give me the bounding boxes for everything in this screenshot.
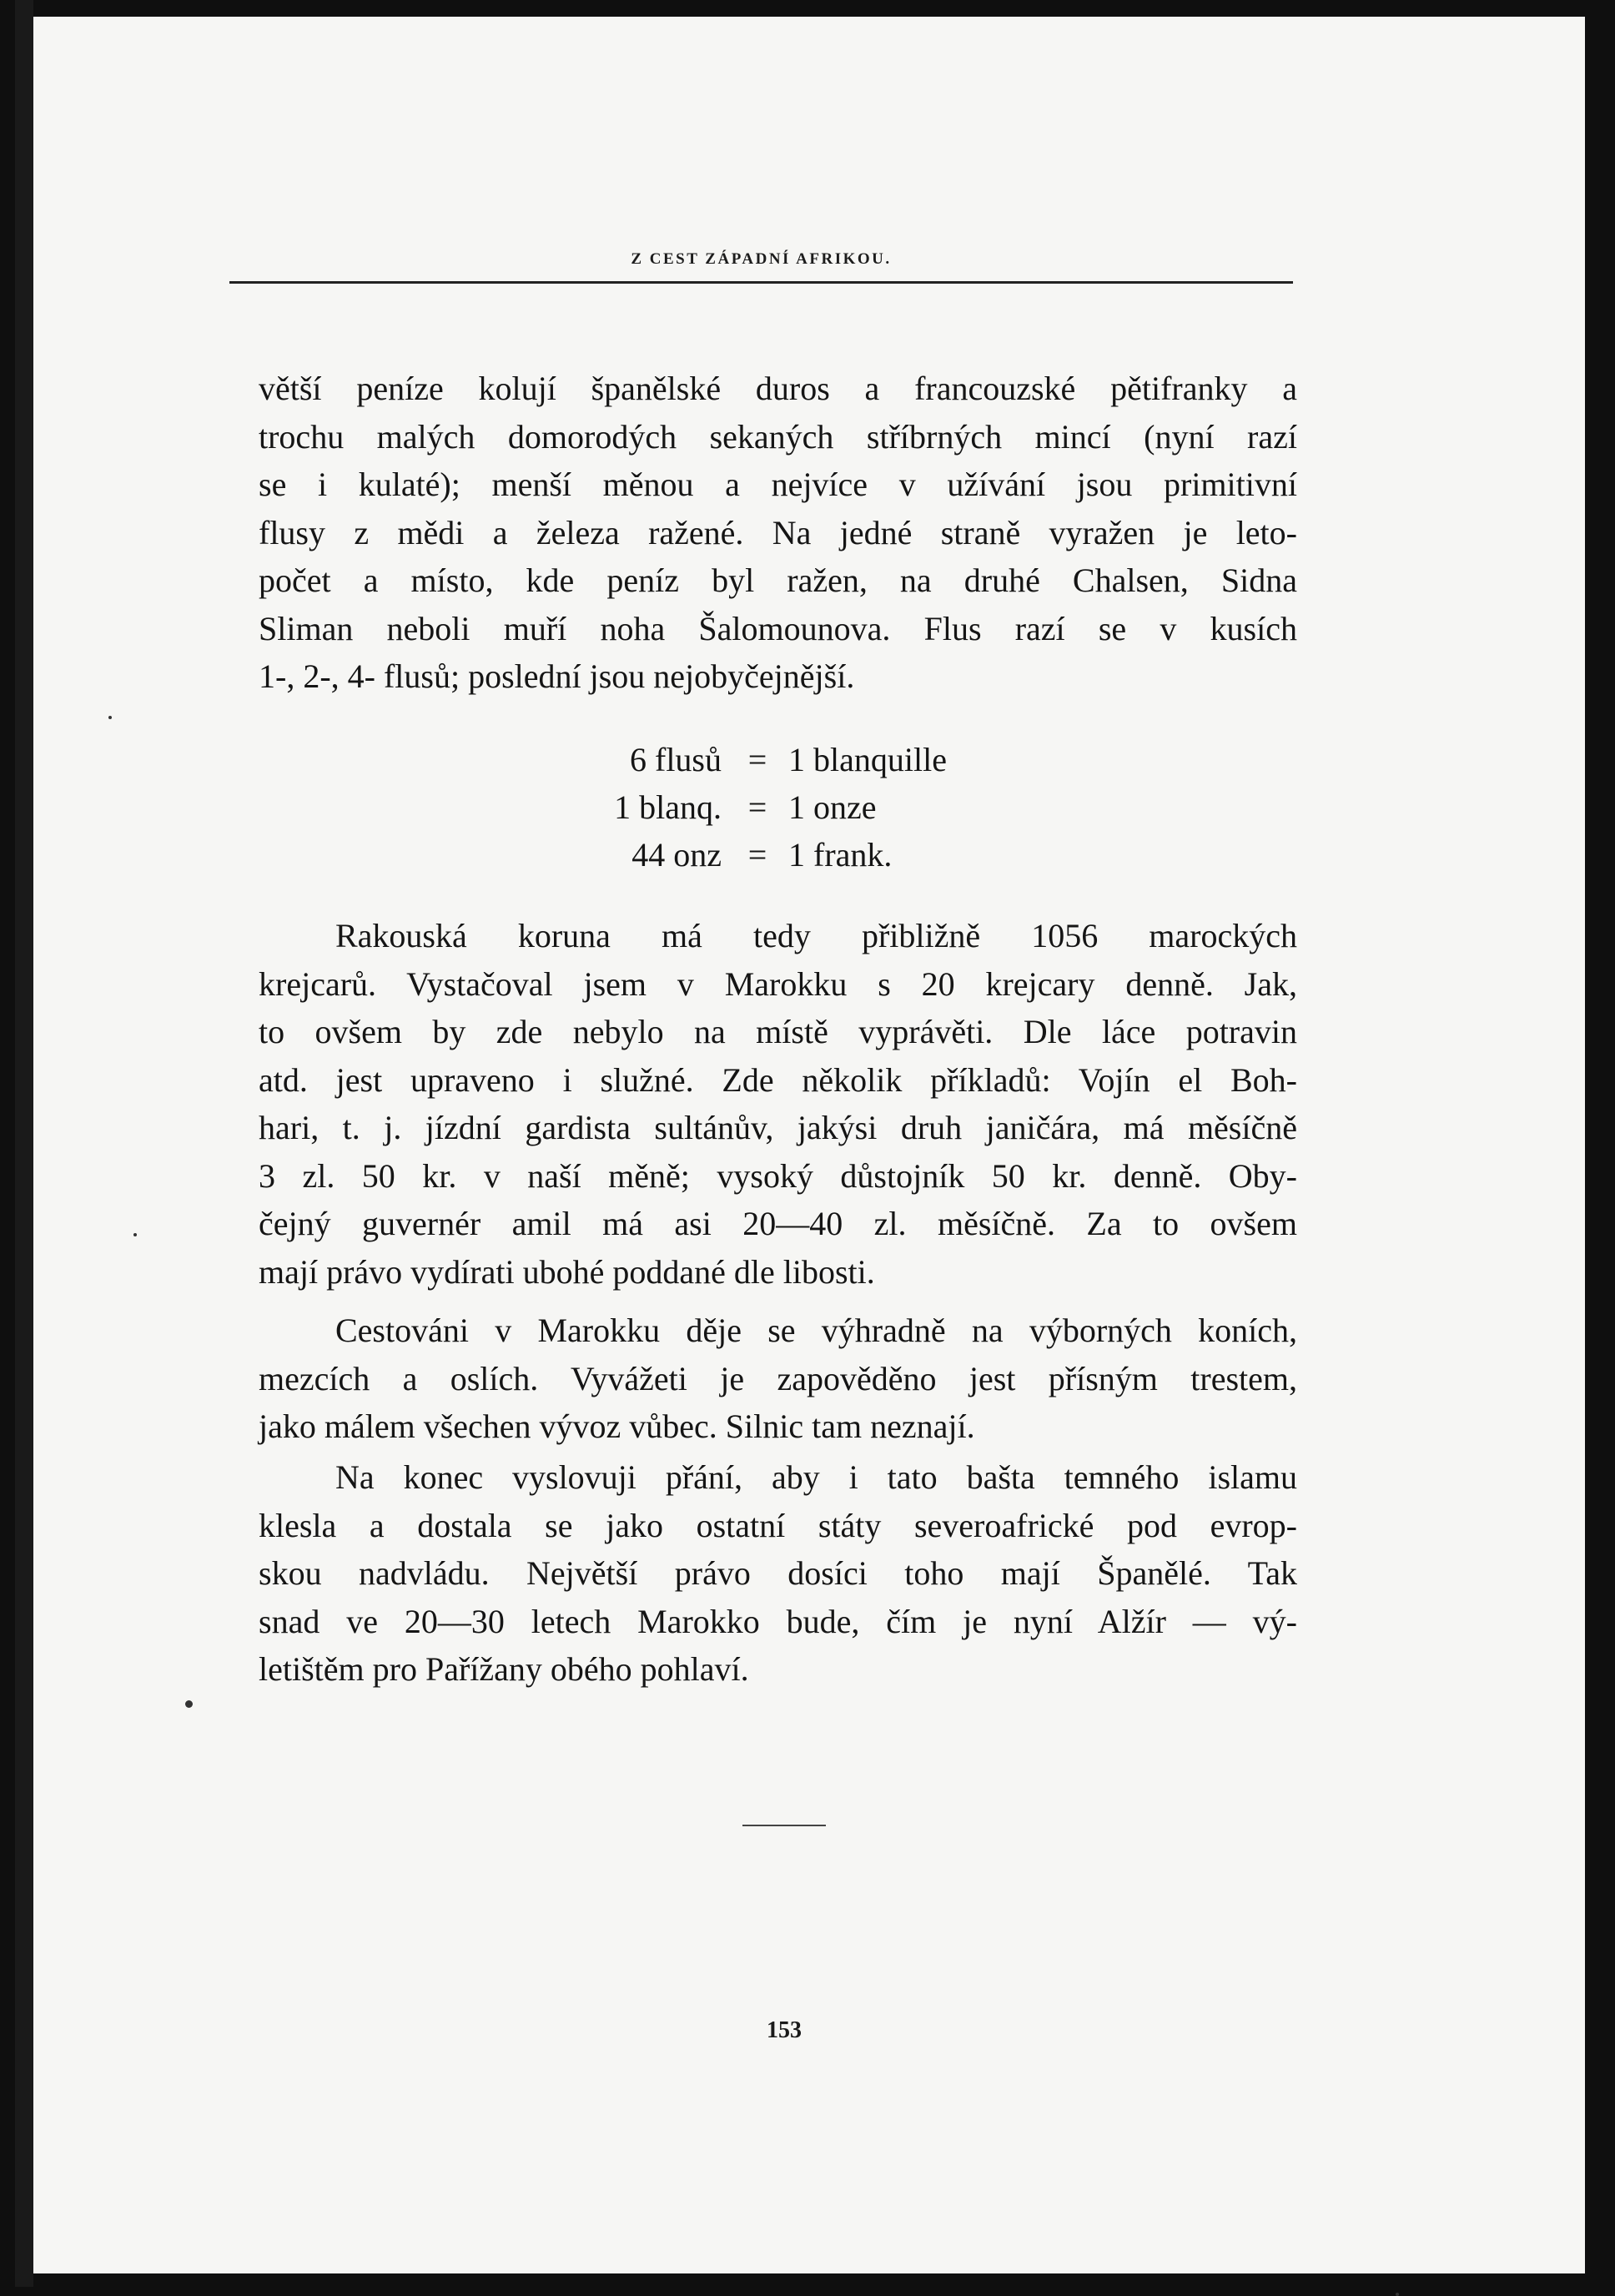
text-line: flusy z mědi a železa ražené. Na jedné straně vyražen je leto-	[259, 513, 1297, 551]
text-line: Na konec vyslovuji přání, aby i tato bašta temného islamu	[335, 1458, 1297, 1496]
scan-border	[15, 0, 33, 2287]
equals-sign: =	[747, 741, 767, 778]
header-rule	[229, 281, 1293, 284]
running-header: Z CEST ZÁPADNÍ AFRIKOU.	[631, 250, 892, 268]
page-number: 153	[767, 2017, 802, 2043]
text-line: atd. jest upraveno i služné. Zde několik příkladů: Vojín el Boh-	[259, 1060, 1297, 1099]
text-line: Cestováni v Marokku děje se výhradně na výborných koních,	[335, 1312, 1297, 1349]
scan-speck	[1396, 2293, 1399, 2296]
scan-speck	[185, 1700, 193, 1708]
paragraph-3	[259, 1307, 1297, 1451]
text-line: 3 zl. 50 kr. v naší měně; vysoký důstojník 50 kr. denně. Oby-	[259, 1156, 1297, 1195]
text-line: to ovšem by zde nebylo na místě vyprávěti. Dle láce potravin	[259, 1013, 1297, 1050]
text-line: mají právo vydírati ubohé poddané dle libosti.	[259, 1252, 875, 1291]
paragraph-4	[259, 1453, 1297, 1694]
equation-row	[542, 736, 947, 783]
text-line: Sliman neboli muří noha Šalomounova. Flus razí se v kusích	[259, 609, 1297, 647]
text-line: klesla a dostala se jako ostatní státy severoafrické pod evrop-	[259, 1506, 1297, 1544]
text-line: snad ve 20—30 letech Marokko bude, čím je nyní Alžír — vý-	[259, 1602, 1297, 1640]
equation-left: 44 onz	[631, 836, 722, 874]
paragraph-1	[259, 365, 1297, 701]
equation-right: 1 onze	[788, 788, 877, 826]
equation-row	[542, 831, 947, 879]
equation-row	[542, 783, 947, 831]
equation-left: 6 flusů	[630, 741, 722, 778]
currency-equations	[542, 736, 947, 879]
equation-right: 1 blanquille	[788, 741, 947, 778]
equation-left: 1 blanq.	[614, 788, 722, 826]
equals-sign: =	[747, 836, 767, 874]
scan-speck	[108, 716, 112, 719]
text-line: 1-, 2-, 4- flusů; poslední jsou nejobyčejnější.	[259, 657, 855, 695]
text-line: Rakouská koruna má tedy přibližně 1056 marockých	[335, 917, 1297, 954]
text-line: se i kulaté); menší měnou a nejvíce v užívání jsou primitivní	[259, 466, 1297, 503]
scan-speck	[133, 1233, 137, 1236]
text-line: větší peníze kolují španělské duros a francouzské pětifranky a	[259, 370, 1297, 407]
text-line: krejcarů. Vystačoval jsem v Marokku s 20 krejcary denně. Jak,	[259, 964, 1297, 1003]
equals-sign: =	[747, 788, 767, 826]
text-line: skou nadvládu. Největší právo dosíci toho mají Španělé. Tak	[259, 1554, 1297, 1592]
text-line: letištěm pro Pařížany obého pohlaví.	[259, 1650, 749, 1688]
section-end-rule	[742, 1825, 826, 1826]
text-line: mezcích a oslích. Vyvážeti je zapověděno jest přísným trestem,	[259, 1359, 1297, 1397]
text-line: čejný guvernér amil má asi 20—40 zl. měsíčně. Za to ovšem	[259, 1205, 1297, 1242]
text-line: počet a místo, kde peníz byl ražen, na druhé Chalsen, Sidna	[259, 561, 1297, 599]
text-line: jako málem všechen vývoz vůbec. Silnic tam neznají.	[259, 1407, 975, 1445]
text-line: trochu malých domorodých sekaných stříbrných mincí (nyní razí	[259, 417, 1297, 456]
equation-right: 1 frank.	[788, 836, 893, 874]
text-line: hari, t. j. jízdní gardista sultánův, jakýsi druh janičára, má měsíčně	[259, 1109, 1297, 1146]
paragraph-2	[259, 912, 1297, 1296]
